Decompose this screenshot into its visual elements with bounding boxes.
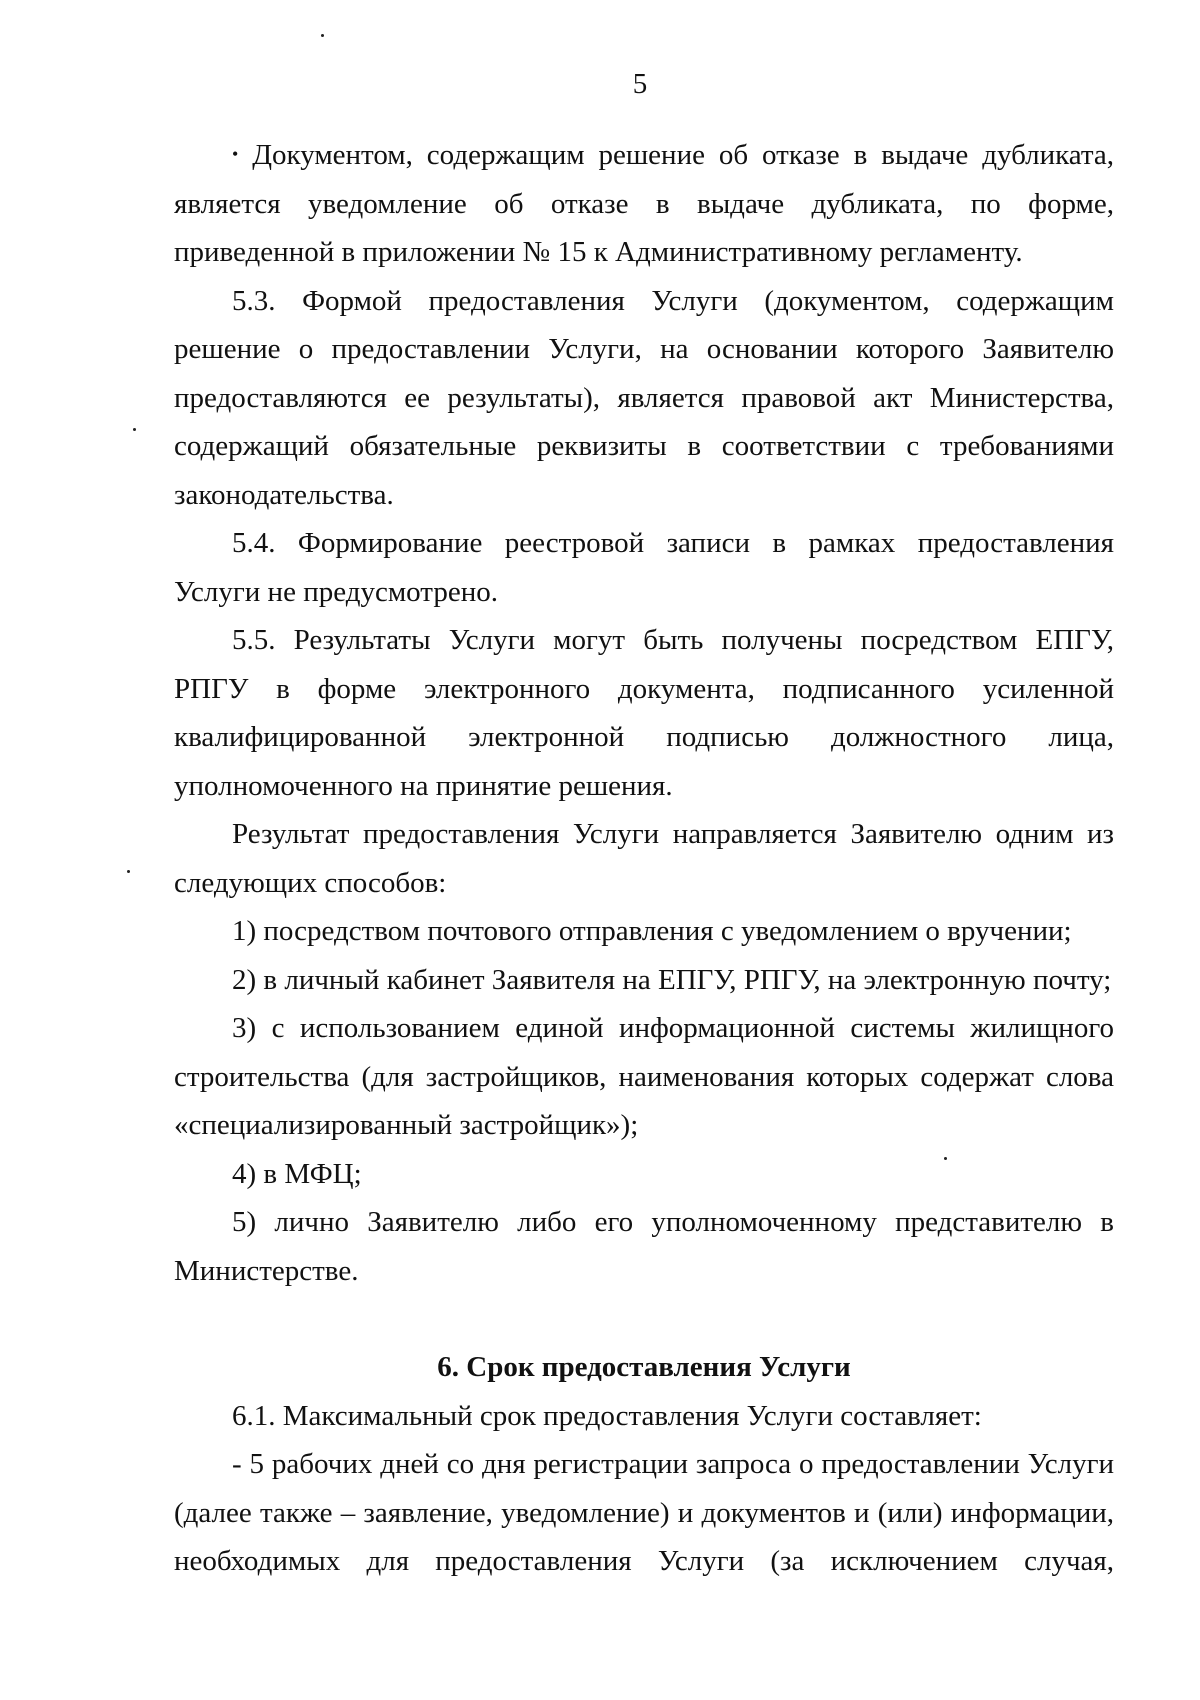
scan-speck xyxy=(321,34,324,37)
paragraph-duplicate-refusal xyxy=(174,130,1114,277)
scan-speck xyxy=(133,428,136,431)
scan-speck xyxy=(127,870,130,873)
section-heading: 6. Срок предоставления Услуги xyxy=(437,1351,851,1383)
paragraph-5-5: 5.5. Результаты Услуги могут быть получены посредством ЕПГУ, РПГУ в форме электронного документа, подписанного усиленной квалифицированной электронной подписью должностного лица, уполномоченного на принятие решения. xyxy=(174,624,1114,802)
list-item-4: 4) в МФЦ; xyxy=(232,1157,362,1190)
paragraph-5-days: - 5 рабочих дней со дня регистрации запроса о предоставлении Услуги (далее также – заявление, уведомление) и документов и (или) информации, необходимых для предоставления Услуги (за исключением случая, xyxy=(174,1448,1114,1577)
document-body xyxy=(174,130,1114,1586)
paragraph-6-1: 6.1. Максимальный срок предоставления Услуги составляет: xyxy=(232,1399,982,1432)
list-item-3: 3) с использованием единой информационной системы жилищного строительства (для застройщиков, наименования которых содержат слова «специализированный застройщик»); xyxy=(174,1012,1114,1141)
list-item-2: 2) в личный кабинет Заявителя на ЕПГУ, РПГУ, на электронную почту; xyxy=(232,963,1112,996)
paragraph-5-3: 5.3. Формой предоставления Услуги (документом, содержащим решение о предоставлении Услуги, на основании которого Заявителю предоставляются ее результаты), является правовой акт Министерства, содержащий обязательные реквизиты в соответствии с требованиями законодательства. xyxy=(174,284,1114,511)
bullet-icon: • xyxy=(232,144,239,164)
paragraph-5-4: 5.4. Формирование реестровой записи в рамках предоставления Услуги не предусмотрено. xyxy=(174,527,1114,608)
paragraph-result-delivery: Результат предоставления Услуги направляется Заявителю одним из следующих способов: xyxy=(174,818,1114,899)
list-item-5: 5) лично Заявителю либо его уполномоченному представителю в Министерстве. xyxy=(174,1206,1114,1287)
list-item-1: 1) посредством почтового отправления с уведомлением о вручении; xyxy=(232,915,1072,947)
paragraph-text: Документом, содержащим решение об отказе в выдаче дубликата, является уведомление об отказе в выдаче дубликата, по форме, приведенной в приложении № 15 к Административному регламенту. xyxy=(174,139,1115,268)
page-number: 5 xyxy=(632,68,648,100)
